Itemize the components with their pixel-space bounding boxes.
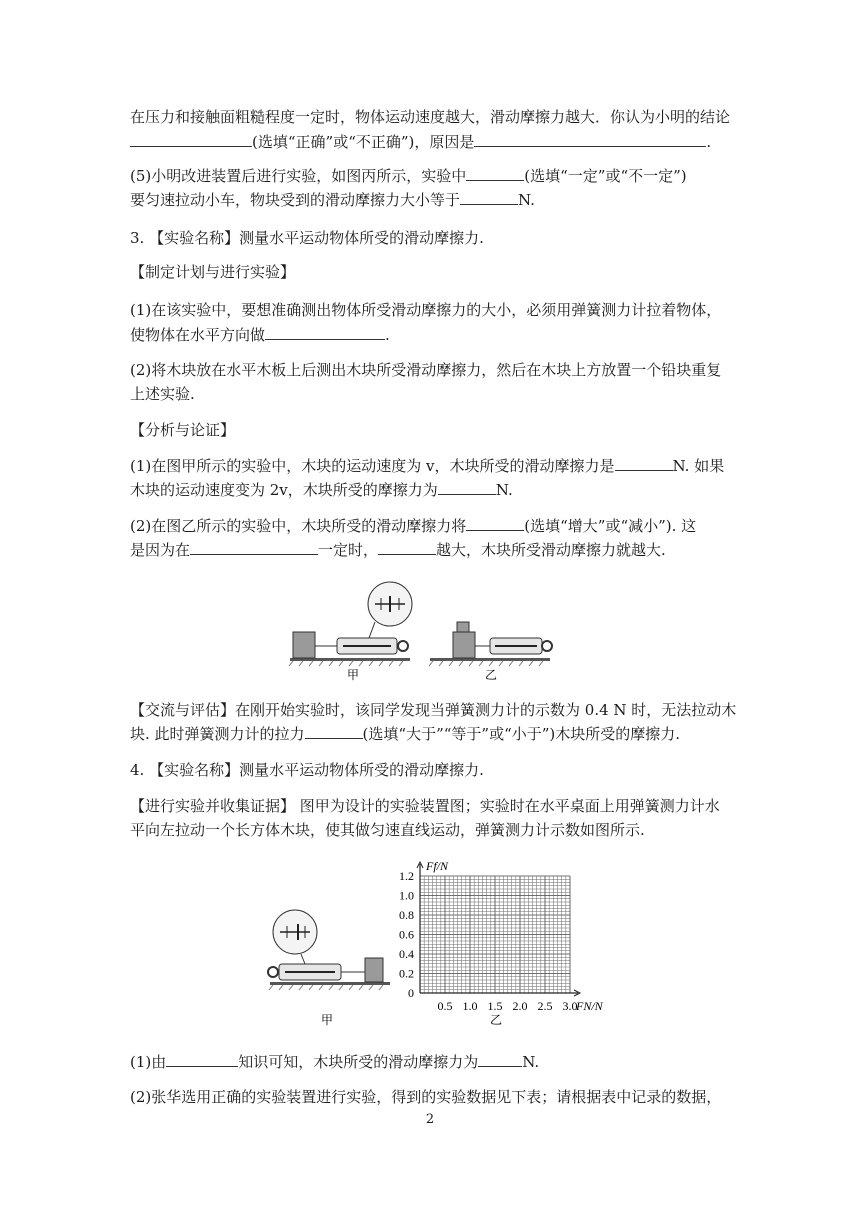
callout-line (301, 954, 305, 964)
question-heading (130, 228, 730, 248)
text: 上述实验. (130, 385, 195, 403)
scale-ring (268, 967, 278, 977)
figure-2 (265, 852, 603, 1032)
answer-blank[interactable] (474, 132, 706, 147)
text: 【进行实验并收集证据】 图甲为设计的实验装置图；实验时在水平桌面上用弹簧测力计水 (130, 797, 720, 815)
text-line (130, 190, 730, 210)
text-line (130, 724, 730, 744)
text: (1)在该实验中，要想准确测出物体所受滑动摩擦力的大小，必须用弹簧测力计拉着物体， (130, 301, 722, 319)
scale-ring (542, 641, 552, 651)
text: 【分析与论证】 (130, 421, 236, 439)
answer-blank[interactable] (615, 456, 673, 471)
callout-line (369, 622, 375, 638)
y-axis-label: Ff/N (426, 859, 449, 873)
answer-blank[interactable] (130, 132, 252, 147)
text-line (130, 325, 730, 345)
answer-blank[interactable] (378, 540, 436, 555)
wooden-block (293, 632, 315, 658)
y-tick-label: 0.4 (399, 947, 414, 961)
x-axis-label: FN/N (576, 999, 603, 1013)
section-heading (130, 420, 730, 440)
text: 要匀速拉动小车，物块受到的滑动摩擦力大小等于 (130, 191, 461, 209)
x-tick-label: 1.0 (462, 999, 478, 1013)
text: (2)将木块放在水平木板上后测出木块所受滑动摩擦力，然后在木块上方放置一个铅块重复 (130, 361, 722, 379)
text-line (130, 132, 730, 152)
x-tick-label: 0.5 (437, 999, 453, 1013)
x-tick-label: 2.0 (512, 999, 528, 1013)
wooden-block (365, 958, 383, 982)
text: 知识可知，木块所受的滑动摩擦力为 (238, 1053, 479, 1071)
text-line (130, 360, 730, 380)
text: N. (522, 1053, 540, 1071)
text-line (130, 300, 730, 320)
text: (2)在图乙所示的实验中，木块所受的滑动摩擦力将 (130, 517, 467, 535)
answer-blank[interactable] (478, 1052, 522, 1067)
y-tick-label: 1.0 (399, 888, 414, 903)
text: 是因为在 (130, 541, 191, 559)
figure-label-jia: 甲 (321, 1013, 334, 1027)
text: 越大，木块所受滑动摩擦力就越大. (436, 541, 666, 559)
text: (选填“大于”“等于”或“小于”)木块所受的摩擦力. (362, 725, 681, 743)
y-tick-label: 0.2 (399, 966, 414, 981)
text: (1)在图甲所示的实验中，木块的运动速度为 v，木块所受的滑动摩擦力是 (130, 457, 615, 475)
hatching (429, 661, 543, 666)
text-line (130, 540, 730, 560)
text: (选填“增大”或“减小”). 这 (524, 517, 697, 535)
x-tick-label: 2.5 (537, 999, 553, 1013)
figure-label-jia: 甲 (347, 668, 360, 682)
wooden-block (453, 632, 475, 658)
text: 【交流与评估】在刚开始实验时，该同学发现当弹簧测力计的示数为 0.4 N 时，无法拉动木 (130, 701, 737, 719)
text-line (130, 384, 730, 404)
text: 在压力和接触面粗糙程度一定时，物体运动速度越大，滑动摩擦力越大．你认为小明的结论 (130, 108, 731, 126)
answer-blank[interactable] (265, 325, 385, 340)
text: (2)张华选用正确的实验装置进行实验，得到的实验数据见下表；请根据表中记录的数据， (130, 1088, 722, 1106)
spring-scale-figure-1 (285, 576, 555, 686)
text-line (130, 1087, 730, 1107)
answer-blank[interactable] (466, 516, 524, 531)
y-tick-label: 1.2 (399, 869, 414, 883)
text: 使物体在水平方向做 (130, 326, 266, 344)
text: 4. 【实验名称】测量水平运动物体所受的滑动摩擦力. (130, 761, 484, 779)
x-tick-label: 3.0 (562, 999, 578, 1013)
text-line (130, 820, 730, 840)
text-line (130, 516, 730, 536)
text-line (130, 1052, 730, 1072)
answer-blank[interactable] (438, 480, 496, 495)
text: (1)由 (130, 1053, 167, 1071)
y-tick-label: 0 (408, 986, 414, 1000)
lead-block (457, 622, 469, 632)
text-line (130, 480, 730, 500)
text-line (130, 456, 730, 476)
answer-blank[interactable] (466, 166, 524, 181)
figure-label-yi: 乙 (490, 1013, 503, 1027)
text: N. 如果 (672, 457, 725, 475)
page-number: 2 (425, 1112, 435, 1127)
answer-blank[interactable] (190, 540, 318, 555)
text: 平向左拉动一个长方体木块，使其做匀速直线运动，弹簧测力计示数如图所示. (130, 821, 645, 839)
text: 3. 【实验名称】测量水平运动物体所受的滑动摩擦力. (130, 229, 484, 247)
x-tick-label: 1.5 (487, 999, 503, 1013)
text: 一定时， (318, 541, 379, 559)
text: (选填“正确”或“不正确”)，原因是 (252, 133, 475, 151)
friction-graph (399, 859, 604, 1013)
text-line (130, 700, 737, 720)
text: N. (518, 191, 535, 209)
section-heading (130, 262, 730, 282)
scale-ring (398, 641, 408, 651)
hatching (269, 985, 383, 990)
y-tick-label: 0.6 (399, 927, 414, 942)
figure-label-yi: 乙 (485, 668, 498, 682)
answer-blank[interactable] (166, 1052, 238, 1067)
question-heading (130, 760, 730, 780)
text: (选填“一定”或“不一定”) (524, 167, 687, 185)
text-line (130, 107, 730, 127)
text: 【制定计划与进行实验】 (130, 263, 296, 281)
text: . (385, 326, 390, 344)
answer-blank[interactable] (460, 190, 518, 205)
text-line (130, 796, 730, 816)
text: (5)小明改进装置后进行实验，如图丙所示，实验中 (130, 167, 467, 185)
text: . (706, 133, 712, 151)
y-tick-label: 0.8 (399, 908, 414, 922)
table-surface (430, 658, 550, 661)
text: 块. 此时弹簧测力计的拉力 (130, 725, 305, 743)
text: N. (495, 481, 513, 499)
answer-blank[interactable] (305, 724, 363, 739)
hatching (289, 661, 403, 666)
text-line (130, 166, 730, 186)
text: 木块的运动速度变为 2v，木块所受的摩擦力为 (130, 481, 438, 499)
